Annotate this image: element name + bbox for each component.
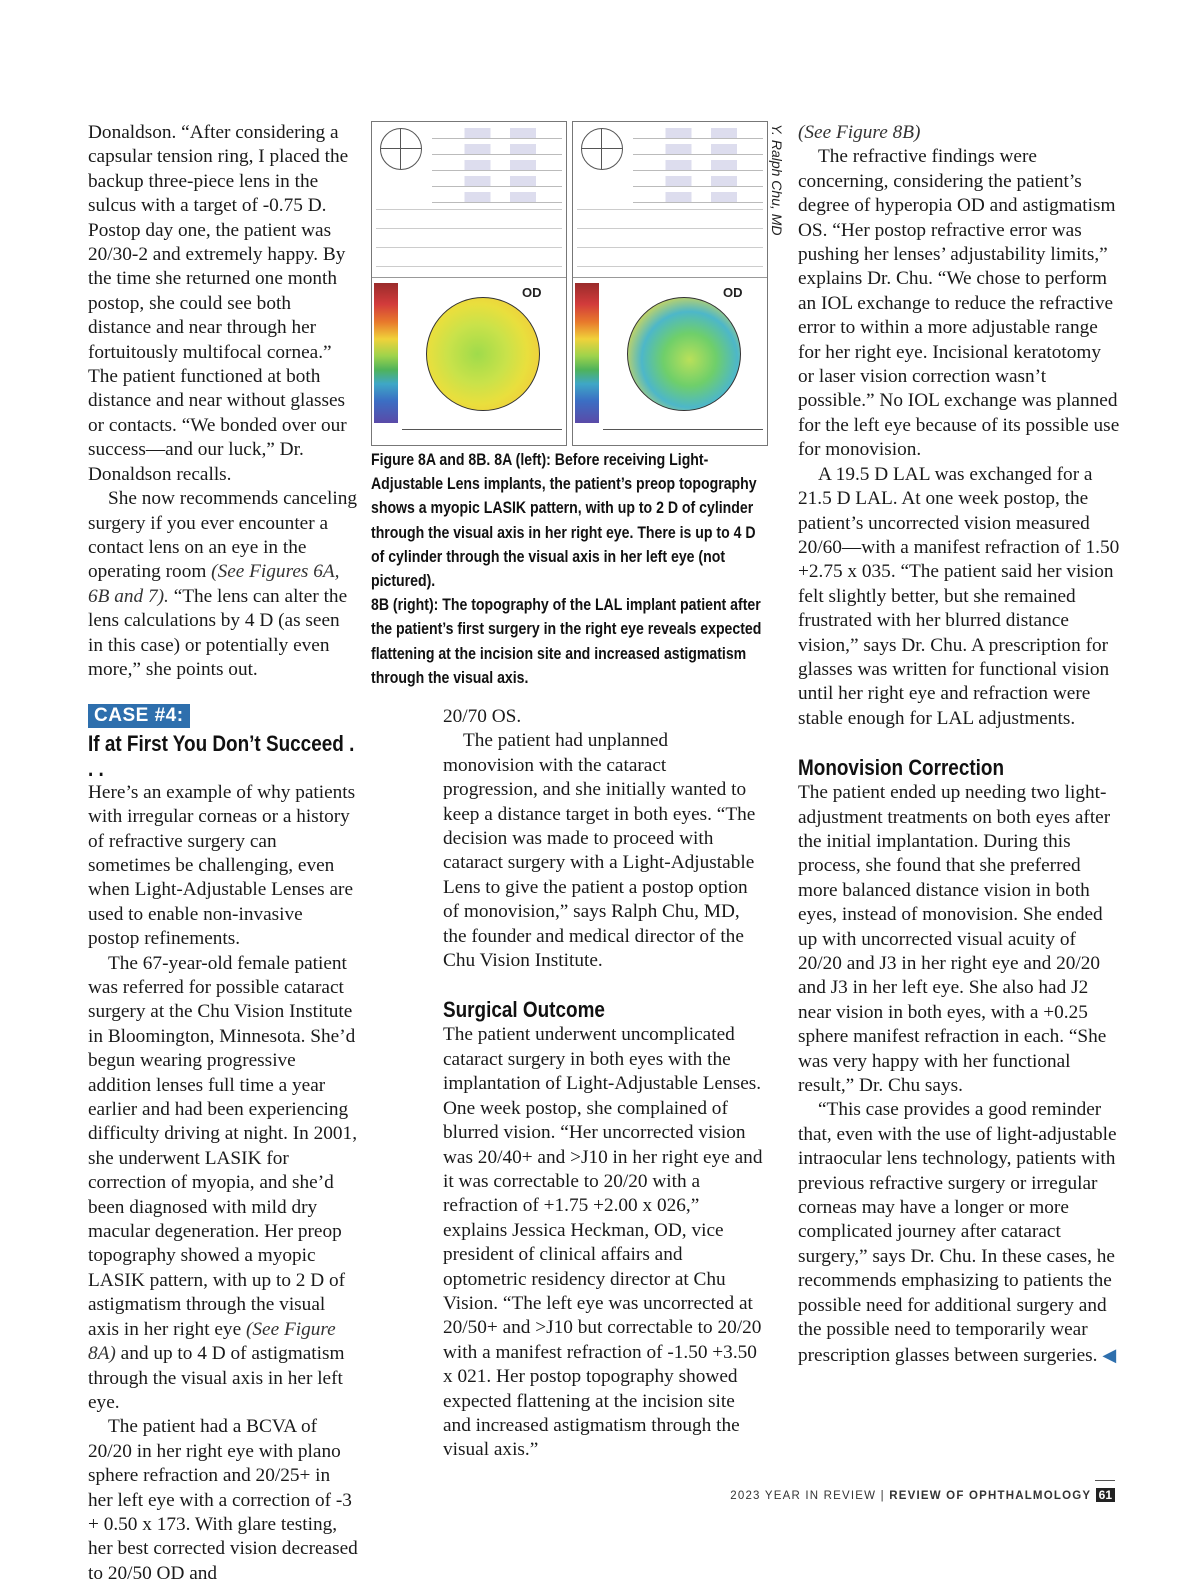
paragraph: Donaldson. “After considering a capsular tension ring, I placed the backup three-piece lens in the sulcus with a target of -0.75 D. Postop day one, the patient was 20/30-2 and extremely happy. By the time she returned one month postop, she could see both distance and near through her fortuitously multifocal cornea.” The patient functioned at both distance and near without glasses or contacts. “We bonded over our success—and our luck,” Dr. Donaldson recalls. bbox=[88, 122, 349, 485]
footer-year: 2023 YEAR IN REVIEW bbox=[730, 1490, 877, 1502]
footer-magazine: REVIEW OF OPHTHALMOLOGY bbox=[889, 1490, 1092, 1502]
paragraph: The patient ended up needing two light-adjustment treatments on both eyes after the initial implantation. During this process, she found that she preferred more balanced distance vision in both eyes, instead of monovision. She ended up with uncorrected visual acuity of 20/20 and J3 in her right eye and 20/20 and J3 in her left eye. She also had J2 near vision in both eyes, with a +0.25 sphere manifest refraction in each. “She was very happy with her functional result,” Dr. Chu says. bbox=[798, 782, 1111, 1097]
caption-8a: Figure 8A and 8B. 8A (left): Before receiving Light-Adjustable Lens implants, the patient’s preop topography shows a myopic LASIK pattern, with up to 2 D of cylinder through the visual axis in her right eye. There is up to 4 D of cylinder through the visual axis in her left eye (not pictured). bbox=[371, 451, 757, 591]
paragraph: A 19.5 D LAL was exchanged for a 21.5 D LAL. At one week postop, the patient’s uncorrected vision measured 20/60—with a manifest refraction of 1.50 +2.75 x 035. “The patient said her vision felt slightly better, but she remained frustrated with her blurred distance vision,” says Dr. Chu. A prescription for glasses was written for functional vision until her right eye and refraction were stable enough for LAL adjustments. bbox=[798, 463, 1120, 729]
column-3 bbox=[798, 121, 1120, 1368]
figure-reference: (See Figure 8A) bbox=[88, 1318, 336, 1365]
case-title: If at First You Don’t Succeed . . . bbox=[88, 730, 355, 781]
color-scale bbox=[374, 283, 398, 423]
color-scale bbox=[575, 283, 599, 423]
section-heading: Monovision Correction bbox=[798, 755, 1005, 781]
photo-credit: Y. Ralph Chu, MD bbox=[769, 124, 785, 236]
paragraph: The 67-year-old female patient was referred for possible cataract surgery at the Chu Vision Institute in Bloomington, Minnesota. She’d begun wearing progressive addition lenses full time a year earlier and had been experiencing difficulty driving at night. In 2001, she underwent LASIK for correction of myopia, and she’d been diagnosed with mild dry macular degeneration. Her preop topography showed a myopic LASIK pattern, with up to 2 D of astigmatism through the visual axis in her right eye (See Figure 8A) and up to 4 D of astigmatism through the visual axis in her left eye. bbox=[88, 952, 358, 1413]
paragraph: Here’s an example of why patients with irregular corneas or a history of refractive surgery can sometimes be challenging, even when Light-Adjustable Lenses are used to enable non-invasive postop refinements. bbox=[88, 781, 356, 950]
topography-figure bbox=[371, 121, 769, 446]
paragraph: 20/70 OS. bbox=[443, 706, 522, 727]
column-2 bbox=[443, 705, 763, 1463]
figure-reference: (See Figures 6A, 6B and 7). bbox=[88, 561, 340, 607]
figure-8a-topography bbox=[371, 121, 567, 446]
paragraph: She now recommends canceling surgery if you ever encounter a contact lens on an eye in the operating room (See Figures 6A, 6B and 7). “The lens can alter the lens calculations by 4 D (as seen in this case) or potentially even more,” she points out. bbox=[88, 488, 357, 680]
figure-reference: (See Figure 8B) bbox=[798, 122, 921, 143]
paragraph: “This case provides a good reminder that, even with the use of light-adjustable intraocular lens technology, patients with previous refractive surgery or irregular corneas may have a longer or more complicated journey after cataract surgery,” says Dr. Chu. In these cases, he recommends emphasizing to patients the possible need for additional surgery and the possible need to temporarily wear prescription glasses between surgeries. ◀ bbox=[798, 1099, 1117, 1366]
paragraph: The refractive findings were concerning, considering the patient’s degree of hyperopia OD and astigmatism OS. “Her postop refractive error was pushing her lenses’ adjustability limits,” explains Dr. Chu. “We chose to perform an IOL exchange to reduce the refractive error to within a more adjustable range for her right eye. Incisional keratotomy or laser vision correction wasn’t possible.” No IOL exchange was planned for the left eye because of its possible use for monovision. bbox=[798, 146, 1120, 461]
corneal-map bbox=[426, 297, 540, 411]
axis-wheel-icon bbox=[581, 128, 623, 170]
figure-caption bbox=[371, 448, 771, 690]
case-tag: CASE #4: bbox=[88, 704, 190, 728]
section-heading: Surgical Outcome bbox=[443, 997, 605, 1023]
paragraph: The patient had unplanned monovision with the cataract progression, and she initially wanted to keep a distance target in both eyes. “The decision was made to proceed with cataract surgery with a Light-Adjustable Lens to give the patient a postop option of monovision,” says Ralph Chu, MD, the founder and medical director of the Chu Vision Institute. bbox=[443, 730, 756, 972]
corneal-map bbox=[627, 297, 741, 411]
column-1 bbox=[88, 121, 358, 1586]
figure-8b-topography bbox=[572, 121, 768, 446]
eye-label: OD bbox=[723, 285, 743, 300]
eye-label: OD bbox=[522, 285, 542, 300]
page-footer: 2023 YEAR IN REVIEW | REVIEW OF OPHTHALMOLOGY 61 bbox=[700, 1488, 1115, 1502]
caption-8b: 8B (right): The topography of the LAL implant patient after the patient’s first surgery in the right eye reveals expected flattening at the incision site and increased astigmatism through the visual axis. bbox=[371, 596, 762, 687]
paragraph: The patient had a BCVA of 20/20 in her right eye with plano sphere refraction and 20/25+ in her left eye with a correction of -3 + 0.50 x 173. With glare testing, her best corrected vision decreased to 20/50 OD and bbox=[88, 1416, 358, 1584]
axis-wheel-icon bbox=[380, 128, 422, 170]
page-number: 61 bbox=[1096, 1488, 1115, 1502]
paragraph: The patient underwent uncomplicated cataract surgery in both eyes with the implantation of Light-Adjustable Lenses. One week postop, she complained of blurred vision. “Her uncorrected vision was 20/40+ and >J10 in her right eye and it was correctable to 20/20 with a refraction of +1.75 +2.00 x 026,” explains Jessica Heckman, OD, vice president of clinical affairs and optometric residency director at Chu Vision. “The left eye was uncorrected at 20/50+ and >J10 but correctable to 20/20 with a manifest refraction of -1.50 +3.50 x 021. Her postop topography showed expected flattening at the incision site and increased astigmatism through the visual axis.” bbox=[443, 1024, 763, 1461]
end-mark-icon: ◀ bbox=[1102, 1344, 1117, 1365]
